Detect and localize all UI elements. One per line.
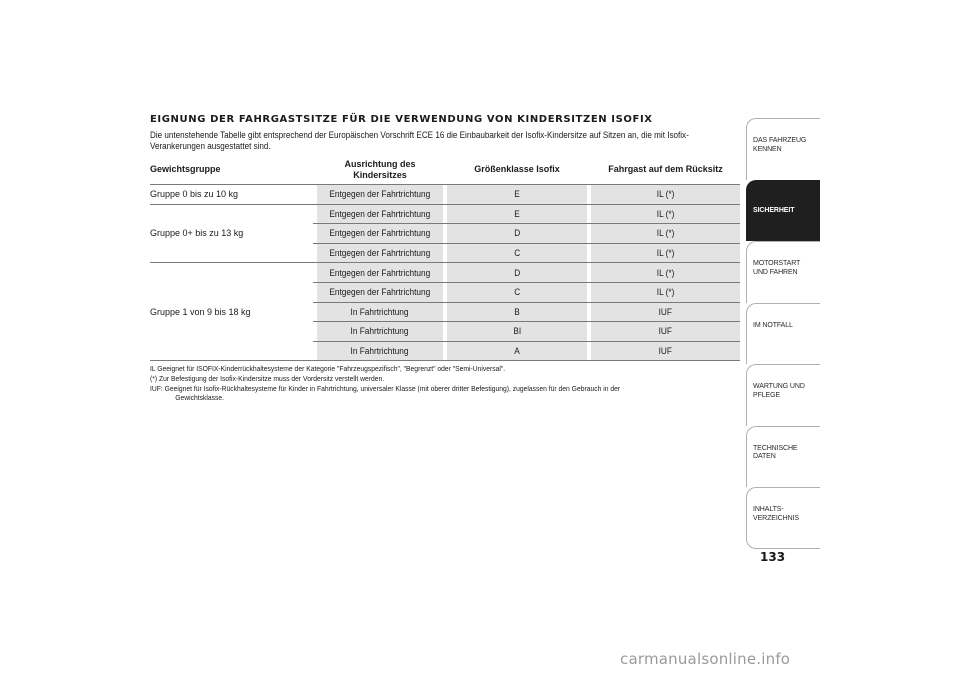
rear-passenger-cell — [591, 283, 740, 303]
rear-passenger-cell — [591, 205, 740, 225]
chapter-tab-label: TECHNISCHE DATEN — [753, 444, 798, 460]
table-body — [150, 185, 740, 361]
header-rear-passenger: Fahrgast auf dem Rücksitz — [591, 155, 740, 185]
cell-text: Entgegen der Fahrtrichtung — [329, 189, 431, 200]
rear-passenger-cell — [591, 322, 740, 342]
size-class-cell — [447, 185, 587, 205]
cell-text: IUF — [658, 346, 673, 357]
watermark: carmanualsonline.info — [620, 650, 791, 668]
chapter-tab-label: IM NOTFALL — [753, 321, 793, 329]
cell-text: IL (*) — [656, 208, 675, 219]
chapter-tab-label: DAS FAHRZEUG KENNEN — [753, 137, 807, 153]
cell-text: IUF — [658, 326, 673, 337]
cell-text: D — [514, 267, 520, 278]
rear-passenger-cell — [591, 303, 740, 323]
cell-text: BI — [513, 326, 521, 337]
weight-group-cell: Gruppe 1 von 9 bis 18 kg — [150, 263, 313, 361]
orientation-cell — [317, 244, 443, 264]
cell-text: Entgegen der Fahrtrichtung — [329, 267, 431, 278]
orientation-cell — [317, 263, 443, 283]
orientation-cell — [317, 205, 443, 225]
chapter-tab-label: INHALTS-VERZEICHNIS — [753, 506, 799, 522]
chapter-tabs — [746, 118, 820, 549]
cell-text: IL (*) — [656, 248, 675, 259]
intro-paragraph: Die untenstehende Tabelle gibt entsprechend der Europäischen Vorschrift ECE 16 die Einbaubarkeit der Isofix-Kindersitze auf Sitzen an, die mit Isofix-Verankerungen ausgestattet sind. — [150, 130, 689, 151]
footnote-asterisk: (*) Zur Befestigung der Isofix-Kindersitze muss der Vordersitz verstellt werden. — [150, 373, 385, 383]
chapter-tab[interactable] — [746, 426, 820, 488]
header-size-class: Größenklasse Isofix — [447, 155, 587, 185]
cell-text: B — [514, 306, 520, 317]
cell-text: Entgegen der Fahrtrichtung — [329, 248, 431, 259]
size-class-cell — [447, 244, 587, 264]
chapter-tab[interactable] — [746, 487, 820, 549]
cell-text: In Fahrtrichtung — [351, 346, 409, 357]
header-orientation: Ausrichtung des Kindersitzes — [317, 155, 443, 185]
cell-text: IL (*) — [656, 189, 675, 200]
cell-text: D — [514, 228, 520, 239]
size-class-cell — [447, 283, 587, 303]
table-header-row — [150, 155, 740, 185]
cell-text: IL (*) — [656, 228, 675, 239]
cell-text: E — [514, 208, 520, 219]
size-class-cell — [447, 342, 587, 362]
orientation-cell — [317, 224, 443, 244]
rear-passenger-cell — [591, 263, 740, 283]
weight-group-cell: Gruppe 0+ bis zu 13 kg — [150, 205, 313, 264]
size-class-cell — [447, 224, 587, 244]
table-row — [150, 185, 740, 205]
orientation-cell — [317, 322, 443, 342]
header-weight-group: Gewichtsgruppe — [150, 155, 313, 185]
table-row — [150, 205, 740, 225]
footnote-il: IL Geeignet für ISOFIX-Kinderrückhaltesysteme der Kategorie "Fahrzeugspezifisch", "Begrenzt" oder "Semi-Universal". — [150, 364, 506, 374]
size-class-cell — [447, 303, 587, 323]
rear-passenger-cell — [591, 224, 740, 244]
size-class-cell — [447, 322, 587, 342]
size-class-cell — [447, 205, 587, 225]
chapter-tab[interactable] — [746, 303, 820, 365]
cell-text: C — [514, 287, 520, 298]
cell-text: Entgegen der Fahrtrichtung — [329, 228, 431, 239]
cell-text: Entgegen der Fahrtrichtung — [329, 208, 431, 219]
weight-group-cell: Gruppe 0 bis zu 10 kg — [150, 185, 313, 205]
chapter-tab-label: SICHERHEIT — [753, 206, 795, 214]
table-row — [150, 263, 740, 283]
orientation-cell — [317, 303, 443, 323]
cell-text: Entgegen der Fahrtrichtung — [329, 287, 431, 298]
page-number: 133 — [760, 550, 786, 564]
cell-text: C — [514, 248, 520, 259]
chapter-tab-label: MOTORSTART UND FAHREN — [753, 260, 801, 276]
orientation-cell — [317, 342, 443, 362]
chapter-tab[interactable] — [746, 180, 820, 242]
cell-text: IL (*) — [656, 267, 675, 278]
cell-text: IL (*) — [656, 287, 675, 298]
footnote-iuf-continued: Gewichtsklasse. — [175, 393, 224, 403]
chapter-tab[interactable] — [746, 241, 820, 303]
cell-text: In Fahrtrichtung — [351, 306, 409, 317]
isofix-table — [150, 155, 740, 361]
orientation-cell — [317, 185, 443, 205]
orientation-cell — [317, 283, 443, 303]
chapter-tab[interactable] — [746, 118, 820, 180]
rear-passenger-cell — [591, 185, 740, 205]
chapter-tab-label: WARTUNG UND PFLEGE — [753, 383, 805, 399]
rear-passenger-cell — [591, 244, 740, 264]
cell-text: In Fahrtrichtung — [351, 326, 409, 337]
size-class-cell — [447, 263, 587, 283]
cell-text: A — [514, 346, 520, 357]
cell-text: IUF — [658, 306, 673, 317]
footnotes — [150, 364, 740, 402]
section-title: EIGNUNG DER FAHRGASTSITZE FÜR DIE VERWENDUNG VON KINDERSITZEN ISOFIX — [150, 114, 653, 125]
rear-passenger-cell — [591, 342, 740, 362]
cell-text: E — [514, 189, 520, 200]
page-content — [150, 113, 740, 403]
footnote-iuf: IUF: Geeignet für Isofix-Rückhaltesysteme für Kinder in Fahrtrichtung, universaler Klasse (mit oberer dritter Befestigung), zugelassen für den Gebrauch in der — [150, 383, 621, 393]
chapter-tab[interactable] — [746, 364, 820, 426]
